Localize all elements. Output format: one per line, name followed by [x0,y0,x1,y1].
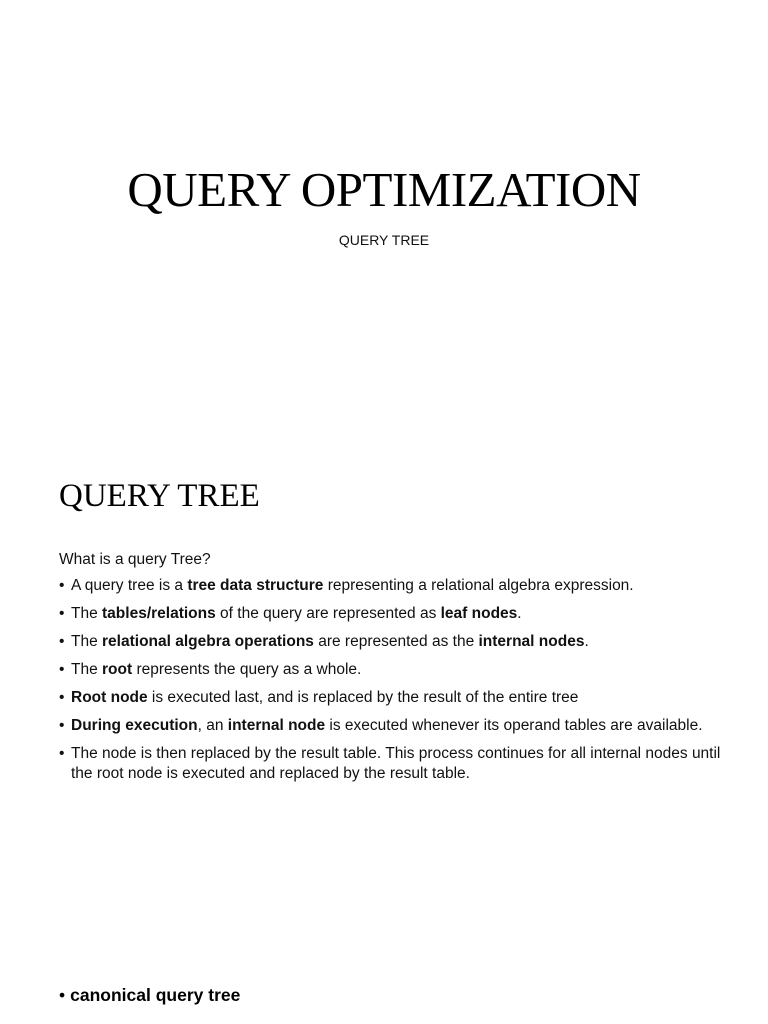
content-body [59,550,729,792]
canonical-query-tree-bullet [59,984,240,1006]
bullet-dot-icon: • [59,717,65,734]
bullet-list [59,576,729,784]
bullet-item [59,688,729,708]
bullet-dot-icon: • [59,985,66,1005]
question-text: What is a query Tree? [59,551,211,568]
bullet-item [59,576,729,596]
bold-term: Root node [71,689,148,706]
bullet-item [59,604,729,624]
section-heading: QUERY TREE [59,478,260,514]
bullet-dot-icon: • [59,577,65,594]
bullet-item [59,716,729,736]
bullet-dot-icon: • [59,745,65,762]
bullet-dot-icon: • [59,661,65,678]
bullet-dot-icon: • [59,633,65,650]
bullet-text: is executed whenever its operand tables are available. [325,717,703,734]
bold-term: root [102,661,133,678]
bullet-text: The [71,605,103,622]
bold-term: leaf nodes [440,605,518,622]
bullet-text: of the query are represented as [215,605,441,622]
bullet-dot-icon: • [59,605,65,622]
bold-term: internal node [227,717,326,734]
bullet-item [59,744,729,784]
bullet-text: represents the query as a whole. [132,661,362,678]
bold-term: tables/relations [102,605,216,622]
bullet-text: . [584,633,589,650]
bullet-item [59,632,729,652]
bullet-text: The node is then replaced by the result table. This process continues for all internal nodes until the root node is executed and replaced by the result table. [71,745,721,782]
bold-term: tree data structure [187,577,324,594]
bullet-text: representing a relational algebra expression. [323,577,634,594]
bullet-dot-icon: • [59,689,65,706]
bullet-text: are represented as the [313,633,479,650]
bullet-item [59,660,729,680]
bullet-text: A query tree is a [71,577,188,594]
bullet-text: The [71,661,103,678]
bold-term: During execution [71,717,198,734]
slide-subtitle: QUERY TREE [338,232,430,248]
bold-term: relational algebra operations [102,633,314,650]
bullet-text: is executed last, and is replaced by the result of the entire tree [147,689,579,706]
bullet-text: . [517,605,522,622]
bullet-text: canonical query tree [70,985,241,1005]
bullet-text: , an [197,717,228,734]
bullet-text: The [71,633,103,650]
bold-term: internal nodes [478,633,585,650]
slide-title: QUERY OPTIMIZATION [127,162,641,217]
